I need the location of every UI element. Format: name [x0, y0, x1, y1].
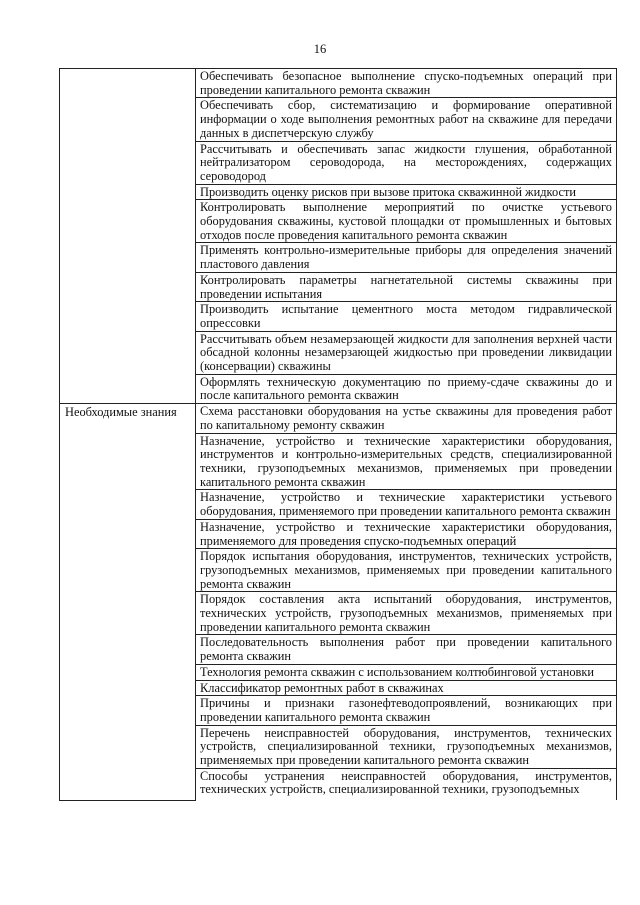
requirement-text: Причины и признаки газонефтеводопроявлений, возникающих при проведении капитального ремонта скважин [196, 696, 617, 725]
requirement-text: Схема расстановки оборудования на устье скважины для проведения работ по капитальному ремонту скважин [196, 404, 617, 433]
requirement-text: Порядок испытания оборудования, инструментов, технических устройств, грузоподъемных механизмов, применяемых при проведении капитального ремонта скважин [196, 549, 617, 592]
requirement-text: Контролировать выполнение мероприятий по очистке устьевого оборудования скважины, кустовой площадки от промышленных и бытовых отходов после проведения капитального ремонта скважин [196, 200, 617, 243]
section-label-cell: Необходимые знания [60, 404, 196, 800]
table-row [60, 404, 617, 433]
requirement-text: Производить оценку рисков при вызове притока скважинной жидкости [196, 184, 617, 200]
requirement-text: Обеспечивать сбор, систематизацию и формирование оперативной информации о ходе выполнения ремонтных работ на скважине для передачи данных в диспетчерскую службу [196, 98, 617, 141]
requirement-text: Последовательность выполнения работ при проведении капитального ремонта скважин [196, 635, 617, 664]
requirement-text: Рассчитывать и обеспечивать запас жидкости глушения, обработанной нейтрализатором сероводорода, на месторождениях, содержащих сероводород [196, 141, 617, 184]
section-label-cell [60, 69, 196, 404]
requirement-text: Оформлять техническую документацию по приему-сдаче скважины до и после капитального ремонта скважин [196, 374, 617, 403]
page-number: 16 [313, 42, 327, 56]
requirement-text: Классификатор ремонтных работ в скважинах [196, 680, 617, 696]
requirement-text: Назначение, устройство и технические характеристики устьевого оборудования, применяемого при проведении капитального ремонта скважин [196, 490, 617, 519]
table-row [60, 69, 617, 98]
requirement-text: Применять контрольно-измерительные приборы для определения значений пластового давления [196, 243, 617, 272]
requirement-text: Перечень неисправностей оборудования, инструментов, технических устройств, специализированной техники, грузоподъемных механизмов, применяемых при проведении капитального ремонта скважин [196, 725, 617, 768]
requirement-text: Назначение, устройство и технические характеристики оборудования, инструментов и контрольно-измерительных средств, специализированной техники, грузоподъемных механизмов, применяемых при проведении капитального ремонта скважин [196, 433, 617, 490]
requirement-text: Обеспечивать безопасное выполнение спуско-подъемных операций при проведении капитального ремонта скважин [196, 69, 617, 98]
requirement-text: Рассчитывать объем незамерзающей жидкости для заполнения верхней части обсадной колонны незамерзающей жидкостью при проведении ликвидации (консервации) скважины [196, 331, 617, 374]
requirement-text: Способы устранения неисправностей оборудования, инструментов, технических устройств, специализированной техники, грузоподъемных [196, 768, 617, 800]
requirement-text: Контролировать параметры нагнетательной системы скважины при проведении испытания [196, 272, 617, 301]
requirement-text: Производить испытание цементного моста методом гидравлической опрессовки [196, 302, 617, 331]
requirement-text: Технология ремонта скважин с использованием колтюбинговой установки [196, 664, 617, 680]
requirement-text: Порядок составления акта испытаний оборудования, инструментов, технических устройств, грузоподъемных механизмов, применяемых при проведении капитального ремонта скважин [196, 592, 617, 635]
requirements-table [59, 68, 617, 801]
requirement-text: Назначение, устройство и технические характеристики оборудования, применяемого для проведения спуско-подъемных операций [196, 519, 617, 548]
requirements-table-body [60, 69, 617, 801]
